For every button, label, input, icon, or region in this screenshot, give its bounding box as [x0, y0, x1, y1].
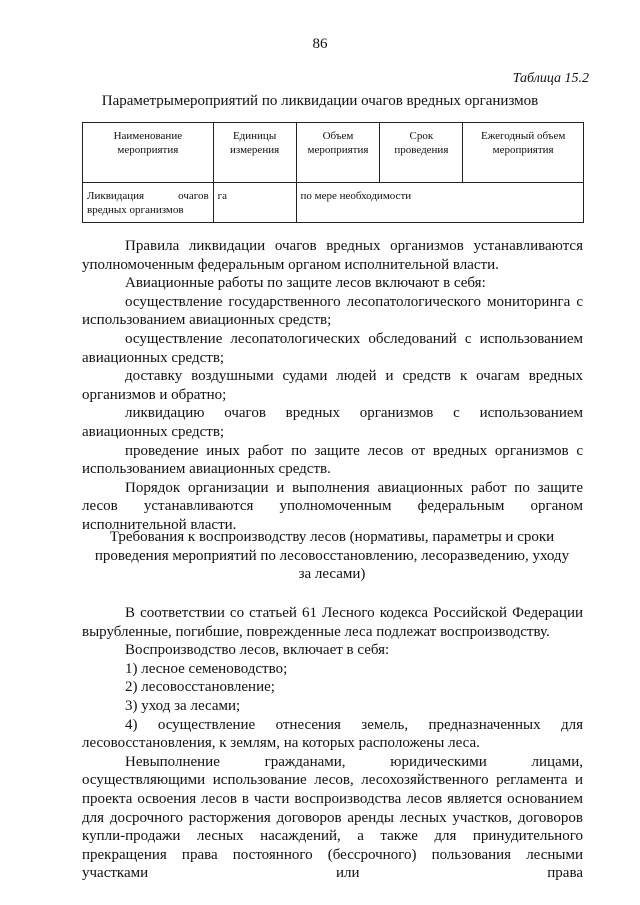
page-number: 86 [312, 36, 328, 52]
table-header-cell: Ежегодный объем мероприятия [463, 123, 584, 183]
table-header-cell: Единицы измерения [213, 123, 296, 183]
table-cell-volume: по мере необходимости [296, 183, 583, 223]
list-item: 1) лесное семеноводство; [125, 660, 288, 677]
table-cell-name: Ликвидация очагов вредных организмов [83, 183, 214, 223]
table-header-cell: Срок проведения [380, 123, 463, 183]
paragraph: Авиационные работы по защите лесов включают в себя: [125, 275, 486, 292]
table-row [83, 183, 584, 223]
paragraph: осуществление лесопатологических обследований с использованием авиационных средств; [82, 330, 583, 366]
parameters-table [82, 122, 584, 223]
paragraph: Невыполнение гражданами, юридическими лицами, осуществляющими использование лесов, лесохозяйственного регламента и проекта освоения лесов в части воспроизводства лесов является основанием для досрочного расторжения договоров аренды лесных участков, договоров купли-продажи лесных насаждений, а также для принудительного прекращения права постоянного (бессрочного) пользования лесными участками или права [82, 753, 583, 882]
section-heading: Требования к воспроизводству лесов (нормативы, параметры и сроки проведения мероприятий по лесовосстановлению, лесоразведению, уходу за лесами) [94, 529, 570, 583]
table-cell-unit: га [213, 183, 296, 223]
list-item: 3) уход за лесами; [125, 697, 241, 714]
list-item: 2) лесовосстановление; [125, 679, 275, 696]
list-item: 4) осуществление отнесения земель, предназначенных для лесовосстановления, к землям, на которых расположены леса. [82, 716, 583, 752]
table-header-row [83, 123, 584, 183]
paragraph: осуществление государственного лесопатологического мониторинга с использованием авиационных средств; [82, 293, 583, 329]
table-caption: Таблица 15.2 [512, 71, 589, 86]
table-header-cell: Объем мероприятия [296, 123, 380, 183]
paragraph: Правила ликвидации очагов вредных организмов устанавливаются уполномоченным федеральным органом исполнительной власти. [82, 238, 583, 273]
table-title: Параметрымероприятий по ликвидации очагов вредных организмов [101, 93, 539, 109]
paragraph: Воспроизводство лесов, включает в себя: [125, 642, 390, 659]
paragraph: ликвидацию очагов вредных организмов с использованием авиационных средств; [82, 405, 583, 440]
body-text-block-1 [82, 237, 583, 535]
paragraph: проведение иных работ по защите лесов от вредных организмов с использованием авиационных средств. [82, 442, 583, 478]
table-header-cell: Наименование мероприятия [83, 123, 214, 183]
paragraph: В соответствии со статьей 61 Лесного кодекса Российской Федерации вырубленные, погибшие, поврежденные леса подлежат воспроизводству. [82, 605, 583, 640]
body-text-block-2 [82, 604, 583, 883]
paragraph: доставку воздушными судами людей и средств к очагам вредных организмов и обратно; [82, 368, 583, 403]
paragraph: Порядок организации и выполнения авиационных работ по защите лесов устанавливаются уполномоченным федеральным органом исполнительной власти. [82, 479, 583, 533]
